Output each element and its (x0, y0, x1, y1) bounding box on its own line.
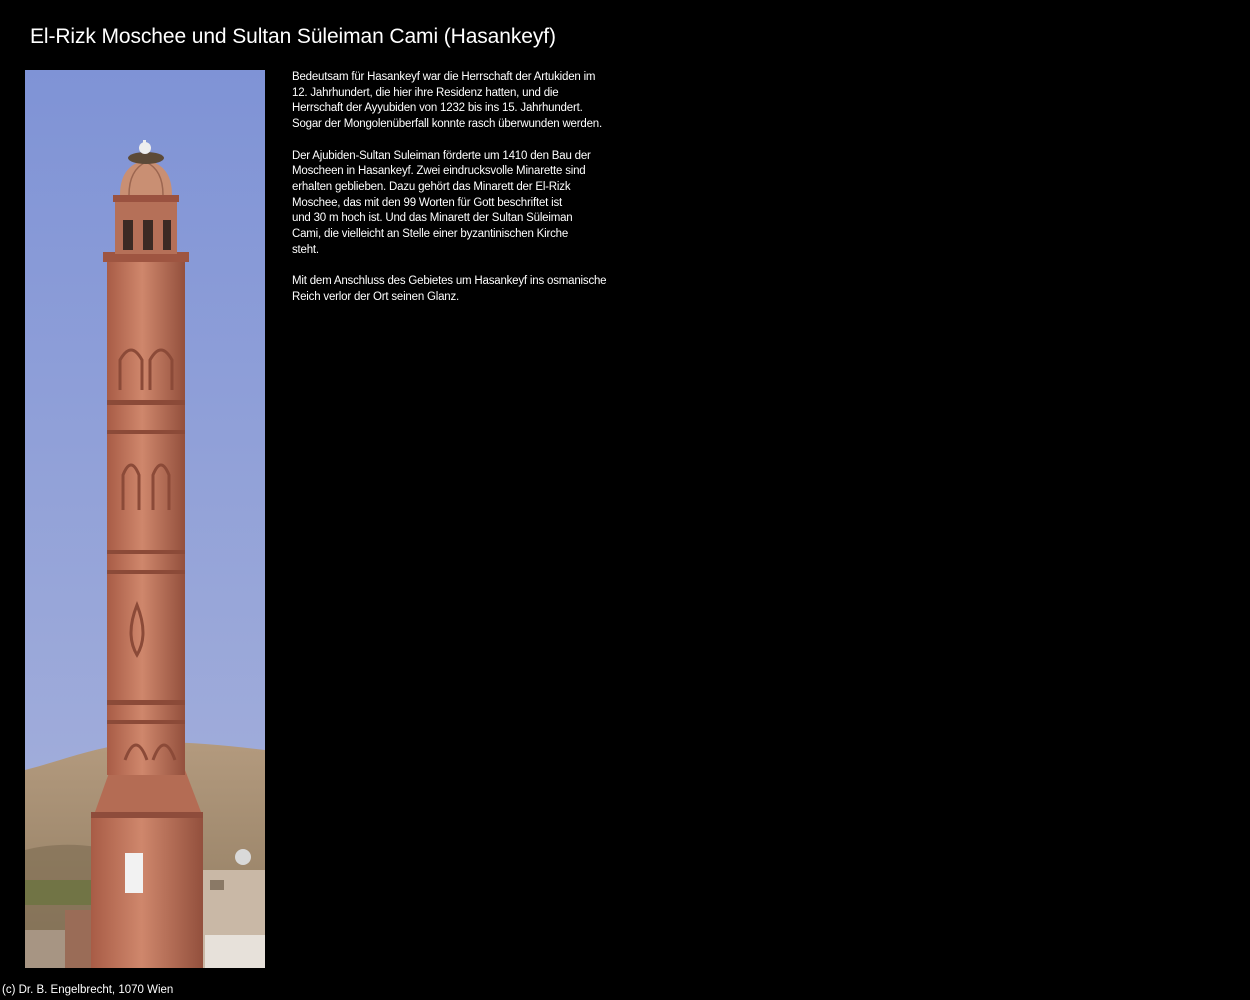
text-line: Herrschaft der Ayyubiden von 1232 bis ins 15. Jahrhundert. (292, 102, 583, 115)
minaret-photo (25, 70, 265, 968)
paragraph-minarets (292, 149, 652, 259)
text-line: und 30 m hoch ist. Und das Minarett der Sultan Süleiman (292, 212, 573, 225)
text-line: Moscheen in Hasankeyf. Zwei eindrucksvolle Minarette sind (292, 165, 586, 178)
text-line: Sogar der Mongolenüberfall konnte rasch überwunden werden. (292, 118, 602, 131)
minaret-illustration (25, 70, 265, 968)
text-line: Reich verlor der Ort seinen Glanz. (292, 290, 460, 303)
text-line: 12. Jahrhundert, die hier ihre Residenz hatten, und die (292, 86, 559, 99)
text-line: Cami, die vielleicht an Stelle einer byzantinischen Kirche (292, 228, 569, 241)
text-line: Bedeutsam für Hasankeyf war die Herrschaft der Artukiden im (292, 71, 596, 83)
page-title: El-Rizk Moschee und Sultan Süleiman Cami (Hasankeyf) (30, 25, 556, 48)
text-line: steht. (292, 243, 319, 256)
description-text (292, 70, 652, 321)
text-line: erhalten geblieben. Dazu gehört das Minarett der El-Rizk (292, 180, 571, 193)
text-line: Moschee, das mit den 99 Worten für Gott beschriftet ist (292, 196, 563, 209)
paragraph-ottoman (292, 274, 652, 305)
text-line: Mit dem Anschluss des Gebietes um Hasankeyf ins osmanische (292, 275, 607, 288)
paragraph-history (292, 70, 652, 133)
text-line: Der Ajubiden-Sultan Suleiman förderte um 1410 den Bau der (292, 149, 591, 162)
copyright-footer: (c) Dr. B. Engelbrecht, 1070 Wien (2, 984, 174, 996)
